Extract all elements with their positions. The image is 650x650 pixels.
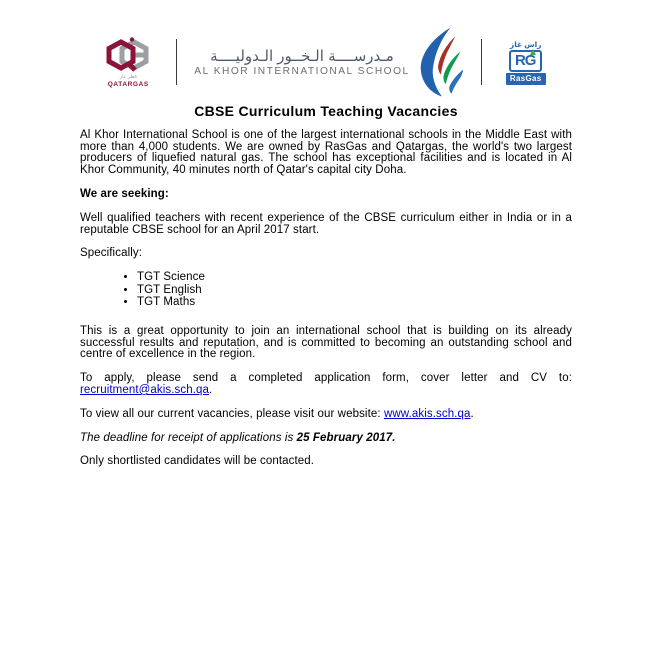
rasgas-initials-label: RG: [514, 51, 536, 69]
website-suffix: .: [470, 407, 474, 420]
school-logo: [194, 26, 463, 98]
school-arabic-label: مـدرســــة الـخــور الـدوليــــة: [210, 47, 394, 65]
deadline-paragraph: [80, 433, 572, 445]
seeking-paragraph: Well qualified teachers with recent experience of the CBSE curriculum either in India or in a reputable CBSE school for an April 2017 start.: [80, 211, 572, 236]
intro-paragraph: Al Khor International School is one of the largest international schools in the Middle East with more than 4,000 students. We are owned by RasGas and Qatargas, the world's two largest producers of liquefied natural gas. The school has exceptional facilities and is located in Al Khor Community, 40 minutes north of Qatar's capital city Doha.: [80, 128, 572, 177]
qatargas-logo: [97, 37, 159, 88]
vacancy-list: [80, 272, 572, 309]
rasgas-leaf-icon: [530, 49, 536, 55]
seeking-heading: We are seeking:: [80, 187, 169, 200]
apply-paragraph: [80, 373, 572, 397]
logo-divider: [481, 39, 482, 85]
school-name-block: [194, 48, 409, 77]
apply-text: To apply, please send a completed application form, cover letter and CV to:: [80, 372, 572, 385]
footer-note: Only shortlisted candidates will be contacted.: [80, 455, 315, 468]
website-link[interactable]: www.akis.sch.qa: [383, 407, 471, 420]
logo-divider: [176, 39, 177, 85]
qatargas-name-label: QATARGAS: [107, 80, 149, 88]
opportunity-paragraph: This is a great opportunity to join an international school that is building on its already successful results and reputation, and is committed to becoming an outstanding school and centre of excellence in the region.: [80, 324, 572, 361]
apply-suffix: .: [209, 383, 213, 396]
list-item: • TGT Maths: [137, 297, 572, 309]
rasgas-name-label: RasGas: [506, 73, 546, 85]
header-logos: [0, 0, 650, 100]
specifically-label: Specifically:: [80, 247, 143, 260]
qatargas-arabic-label: قطر غاز: [119, 73, 137, 80]
website-text: To view all our current vacancies, please visit our website:: [80, 407, 381, 420]
deadline-text: The deadline for receipt of applications is: [80, 431, 297, 444]
list-item: • TGT Science: [137, 272, 572, 284]
rasgas-arabic-label: راس غاز: [509, 39, 542, 49]
document-body: [80, 103, 572, 468]
school-flame-icon: [416, 26, 464, 98]
rasgas-logo: [499, 40, 553, 85]
page-title: CBSE Curriculum Teaching Vacancies: [194, 103, 458, 119]
list-item: • TGT English: [137, 285, 572, 297]
deadline-date: 25 February 2017.: [296, 431, 396, 444]
recruitment-email-link[interactable]: recruitment@akis.sch.qa: [80, 383, 210, 396]
website-paragraph: [80, 409, 572, 421]
school-english-label: AL KHOR INTERNATIONAL SCHOOL: [194, 65, 410, 77]
rasgas-mark: [509, 50, 543, 72]
qatargas-mark-icon: [105, 37, 151, 73]
